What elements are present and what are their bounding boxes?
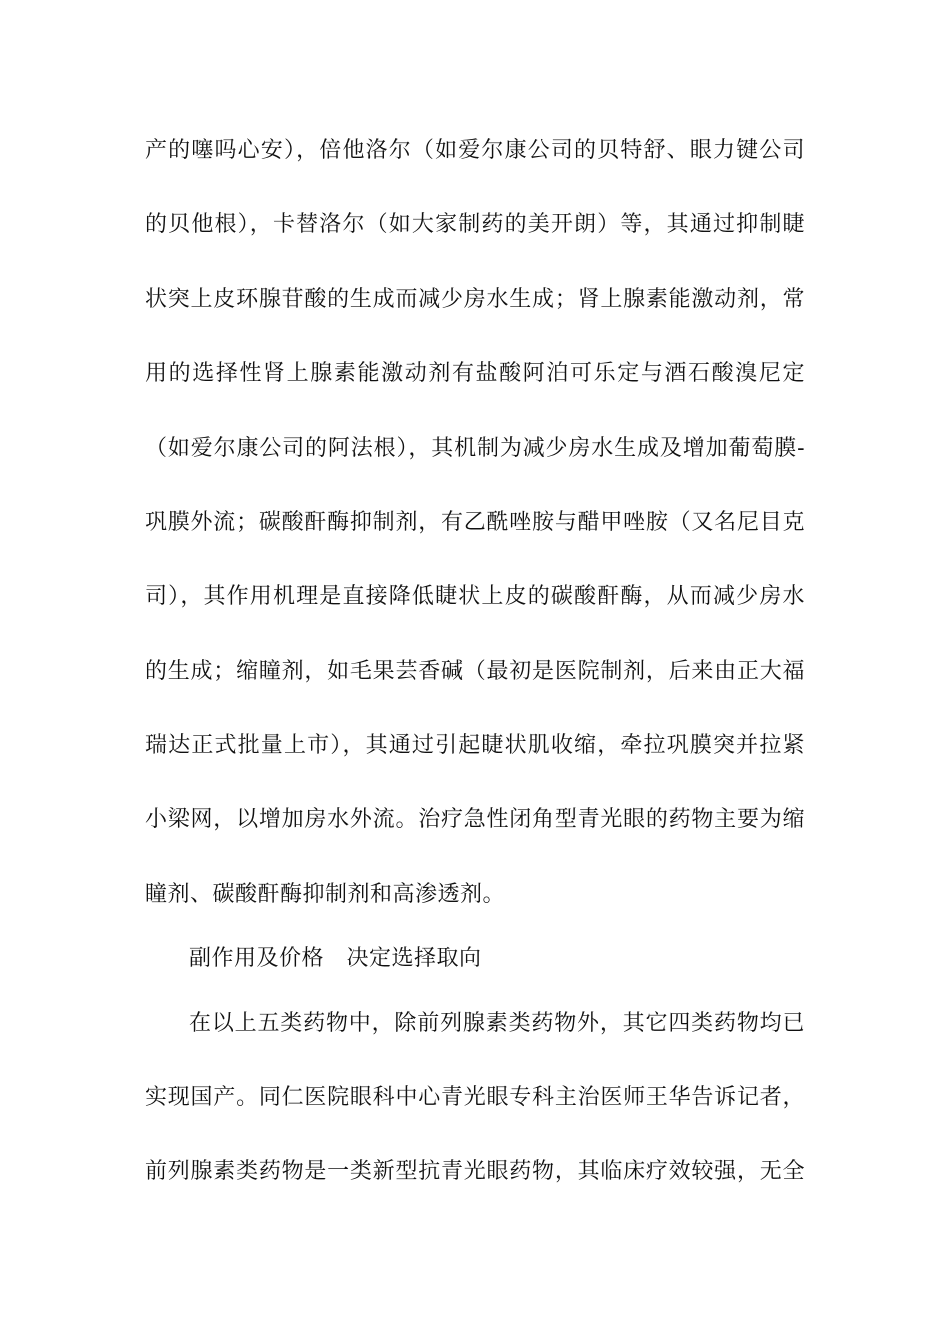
body-text-line: 的生成；缩瞳剂，如毛果芸香碱（最初是医院制剂，后来由正大福	[145, 659, 805, 684]
body-text-line: 瑞达正式批量上市），其通过引起睫状肌收缩，牵拉巩膜突并拉紧	[145, 733, 805, 758]
body-text-line: 小梁网，以增加房水外流。治疗急性闭角型青光眼的药物主要为缩	[145, 807, 805, 832]
body-text-line: 司），其作用机理是直接降低睫状上皮的碳酸酐酶，从而减少房水	[145, 584, 805, 609]
body-text-line: 瞳剂、碳酸酐酶抑制剂和高渗透剂。	[145, 882, 506, 907]
section-heading: 副作用及价格 决定选择取向	[189, 946, 482, 971]
body-text-line: 在以上五类药物中，除前列腺素类药物外，其它四类药物均已	[189, 1011, 805, 1036]
body-text-line: （如爱尔康公司的阿法根），其机制为减少房水生成及增加葡萄膜-	[145, 436, 805, 461]
body-text-line: 产的噻吗心安），倍他洛尔（如爱尔康公司的贝特舒、眼力键公司	[145, 138, 805, 163]
body-text-line: 用的选择性肾上腺素能激动剂有盐酸阿泊可乐定与酒石酸溴尼定	[145, 361, 805, 386]
body-text-line: 巩膜外流；碳酸酐酶抑制剂，有乙酰唑胺与醋甲唑胺（又名尼目克	[145, 510, 805, 535]
body-text-line: 的贝他根），卡替洛尔（如大家制药的美开朗）等，其通过抑制睫	[145, 212, 805, 237]
body-text-line: 实现国产。同仁医院眼科中心青光眼专科主治医师王华告诉记者，	[145, 1085, 805, 1110]
body-text-line: 状突上皮环腺苷酸的生成而减少房水生成；肾上腺素能激动剂，常	[145, 287, 805, 312]
body-text-line: 前列腺素类药物是一类新型抗青光眼药物，其临床疗效较强，无全	[145, 1159, 805, 1184]
